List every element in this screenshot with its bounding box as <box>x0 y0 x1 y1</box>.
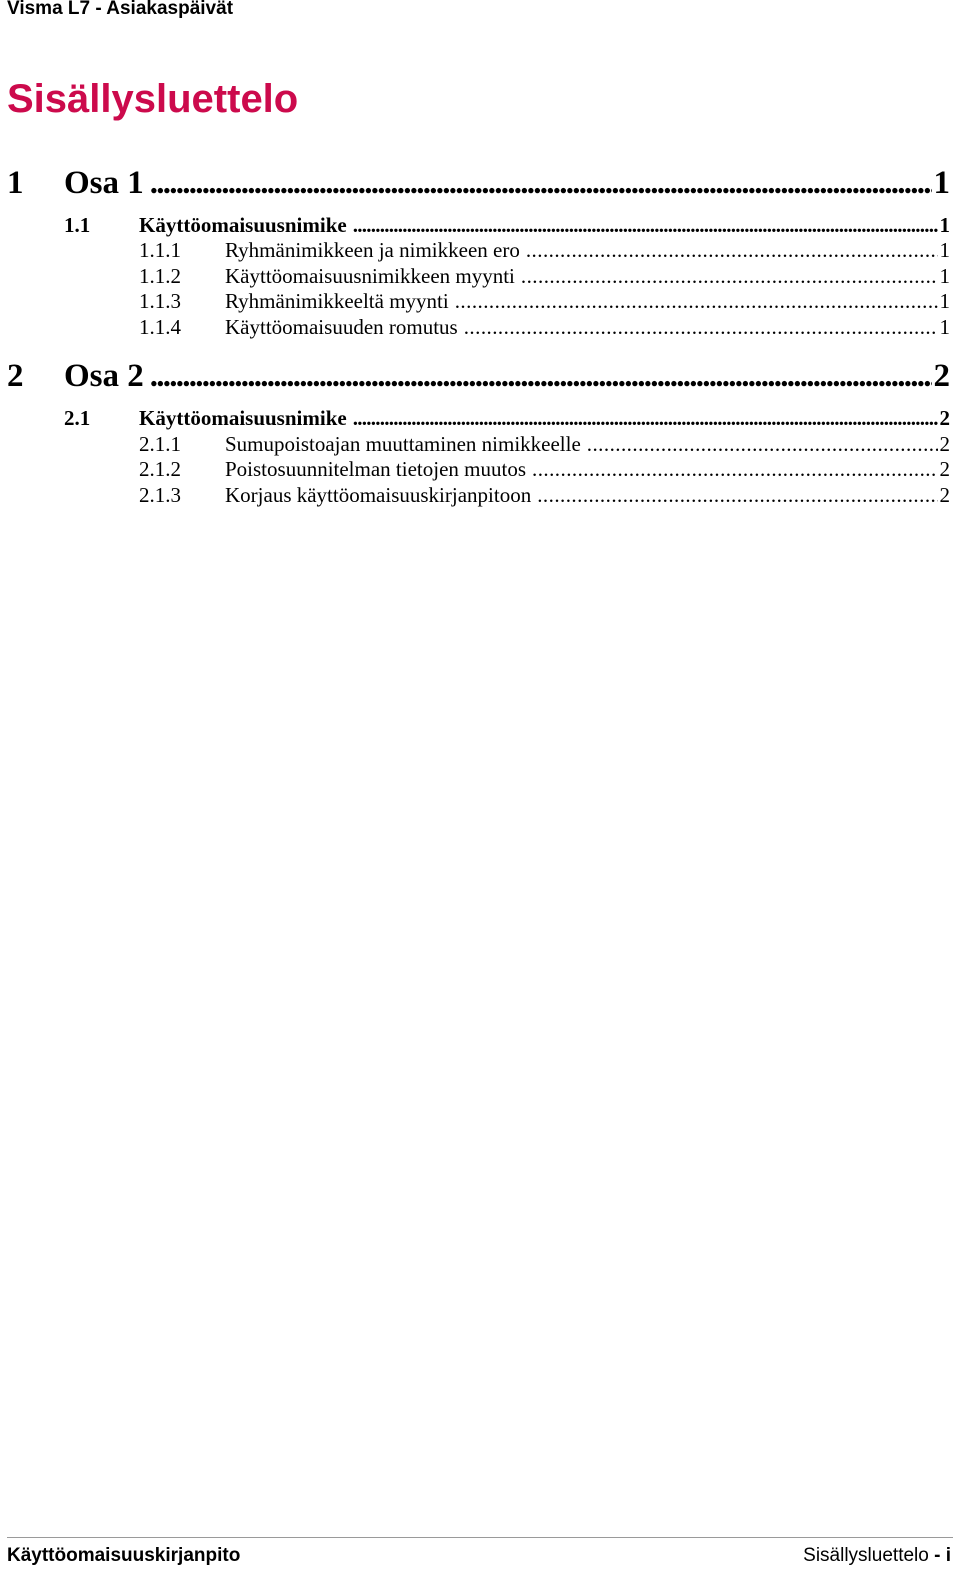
toc-number: 1.1.4 <box>139 315 181 339</box>
footer-divider <box>7 1537 953 1538</box>
toc-dot-leader <box>587 432 938 457</box>
toc-entry-1[interactable] <box>0 163 950 203</box>
toc-entry-1-1[interactable] <box>0 213 950 238</box>
toc-title: Sumupoistoajan muuttaminen nimikkeelle <box>225 432 581 456</box>
toc-entry-2-1-3[interactable] <box>0 483 950 508</box>
toc-page-number: 1 <box>939 213 950 237</box>
toc-dot-leader <box>537 483 937 508</box>
toc-dot-leader <box>353 406 938 431</box>
footer-separator: - <box>934 1545 941 1566</box>
toc-page-number: 1 <box>939 264 950 288</box>
toc-page-number: 1 <box>933 165 950 201</box>
toc-page-number: 1 <box>939 315 950 339</box>
toc-page-number: 1 <box>939 289 950 313</box>
toc-number: 1.1.3 <box>139 289 181 313</box>
toc-entry-2-1-1[interactable] <box>0 432 950 457</box>
toc-page-number: 1 <box>939 238 950 262</box>
toc-dot-leader <box>455 289 938 314</box>
toc-title: Poistosuunnitelman tietojen muutos <box>225 457 526 481</box>
toc-number: 2.1 <box>64 406 91 430</box>
toc-title: Ryhmänimikkeen ja nimikkeen ero <box>225 238 520 262</box>
toc-entry-2-1-2[interactable] <box>0 457 950 482</box>
toc-number: 1.1 <box>64 213 91 237</box>
toc-number: 2.1.3 <box>139 483 181 507</box>
toc-number: 1.1.1 <box>139 238 181 262</box>
footer-document-title: Käyttöomaisuuskirjanpito <box>7 1545 241 1566</box>
toc-page-number: 2 <box>939 406 950 430</box>
toc-number: 1.1.2 <box>139 264 181 288</box>
toc-entry-1-1-2[interactable] <box>0 264 950 289</box>
toc-dot-leader <box>353 213 938 238</box>
toc-page-number: 2 <box>939 432 950 456</box>
toc-number: 2 <box>7 358 24 394</box>
toc-dot-leader <box>464 315 938 340</box>
footer-page-number: i <box>945 1545 951 1566</box>
toc-dot-leader <box>150 356 932 396</box>
toc-entry-2-1[interactable] <box>0 406 950 431</box>
toc-dot-leader <box>150 163 932 203</box>
toc-title: Käyttöomaisuuden romutus <box>225 315 458 339</box>
toc-entry-2[interactable] <box>0 356 950 396</box>
footer-page-info <box>803 1544 951 1568</box>
toc-entry-1-1-4[interactable] <box>0 315 950 340</box>
toc-page-number: 2 <box>939 457 950 481</box>
toc-title: Osa 1 <box>64 165 144 201</box>
toc-number: 2.1.2 <box>139 457 181 481</box>
toc-dot-leader <box>526 238 938 263</box>
toc-title: Ryhmänimikkeeltä myynti <box>225 289 449 313</box>
toc-title: Käyttöomaisuusnimike <box>139 213 347 237</box>
footer-section-name: Sisällysluettelo <box>803 1545 929 1566</box>
toc-entry-1-1-1[interactable] <box>0 238 950 263</box>
toc-title: Osa 2 <box>64 358 144 394</box>
toc-title: Käyttöomaisuusnimike <box>139 406 347 430</box>
toc-dot-leader <box>532 457 938 482</box>
toc-number: 2.1.1 <box>139 432 181 456</box>
toc-title: Käyttöomaisuusnimikkeen myynti <box>225 264 515 288</box>
document-header: Visma L7 - Asiakaspäivät <box>7 0 234 19</box>
toc-dot-leader <box>521 264 938 289</box>
toc-entry-1-1-3[interactable] <box>0 289 950 314</box>
page-title: Sisällysluettelo <box>7 77 299 121</box>
toc-page-number: 2 <box>939 483 950 507</box>
toc-title: Korjaus käyttöomaisuuskirjanpitoon <box>225 483 532 507</box>
toc-number: 1 <box>7 165 24 201</box>
toc-page-number: 2 <box>933 358 950 394</box>
